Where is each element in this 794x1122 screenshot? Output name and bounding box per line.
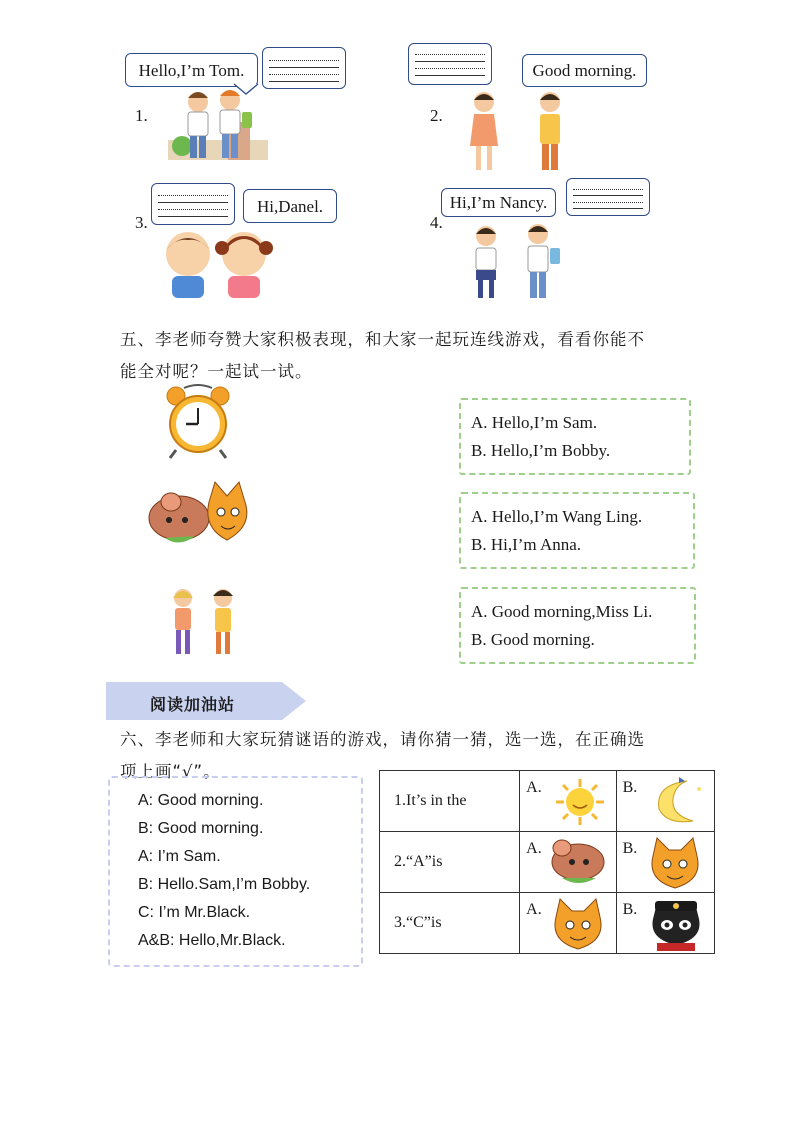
option-b-cell[interactable] [616,832,714,893]
two-girls-illustration [466,88,576,174]
clock-icon[interactable] [162,384,234,460]
question-cell [380,832,520,893]
bubble-2-label: Good morning. [532,61,637,80]
table-row [380,771,715,832]
option-1a[interactable]: A. Hello,I’m Sam. [471,413,598,432]
bubble-1-tail [232,82,272,98]
option-a-label: A. [526,901,542,918]
option-group-2 [459,492,695,569]
option-3a[interactable]: A. Good morning,Miss Li. [471,602,653,621]
dialog-line-2: B: Good morning. [138,820,264,837]
mouse-icon [548,838,612,888]
option-b-label: B. [622,901,638,918]
cat-icon [550,897,606,951]
dialog-line-6: A&B: Hello,Mr.Black. [138,932,286,949]
option-a-cell[interactable] [520,771,616,832]
option-2a[interactable]: A. Hello,I’m Wang Ling. [471,507,643,526]
bubble-3-label: Hi,Danel. [256,196,324,216]
bubble-3-blank[interactable] [151,183,235,225]
riddle-table [379,770,715,954]
option-b-label: B. [622,779,638,796]
option-3b[interactable]: B. Good morning. [471,630,595,649]
option-a-label: A. [526,840,542,857]
item-2-number: 2. [430,106,443,125]
dialog-line-4: B: Hello.Sam,I’m Bobby. [138,876,311,893]
question-3: 3.“C”is [394,914,442,931]
question-2: 2.“A”is [394,853,443,870]
question-1: 1.It’s in the [394,792,467,809]
moon-icon [647,775,709,827]
option-2b[interactable]: B. Hi,I’m Anna. [471,535,582,554]
option-b-cell[interactable] [616,771,714,832]
item-3-number: 3. [135,213,148,232]
cat-icon [647,836,703,890]
bubble-1-label: Hello,I’m Tom. [138,60,245,80]
table-row [380,893,715,954]
dialog-line-1: A: Good morning. [138,792,264,809]
item-4-number: 4. [430,213,443,232]
reading-banner-label: 阅读加油站 [150,695,236,714]
two-girls-icon[interactable] [167,586,241,658]
black-cat-sheriff-icon [645,897,707,951]
boy-and-girl-students-illustration [462,222,566,300]
option-b-cell[interactable] [616,893,714,954]
dialog-line-3: A: I’m Sam. [138,848,221,865]
bubble-1-blank[interactable] [262,47,346,89]
table-row [380,832,715,893]
bubble-3-text [243,189,337,223]
section5-instruction-line2: 能全对呢？一起试一试。 [120,362,313,381]
question-cell [380,771,520,832]
option-group-3 [459,587,696,664]
option-a-label: A. [526,779,542,796]
option-b-label: B. [622,840,638,857]
section5-instruction-line1: 五、李老师夸赞大家积极表现，和大家一起玩连线游戏，看看你能不 [120,330,645,349]
option-1b[interactable]: B. Hello,I’m Bobby. [471,441,611,460]
section6-instruction-line2: 项上画“√”。 [120,762,221,781]
option-group-1 [459,398,691,475]
dialog-box [108,776,363,967]
dialog-line-5: C: I’m Mr.Black. [138,904,251,921]
bubble-4-blank[interactable] [566,178,650,216]
option-a-cell[interactable] [520,832,616,893]
sun-icon [550,777,610,827]
bubble-2-text [522,54,647,87]
mouse-and-cat-icon[interactable] [145,478,259,550]
section6-instruction-line1: 六、李老师和大家玩猜谜语的游戏，请你猜一猜，选一选，在正确选 [120,730,645,749]
boy-and-girl-heads-illustration [160,226,276,298]
bubble-2-blank[interactable] [408,43,492,85]
bubble-4-text [441,188,556,217]
item-1-number: 1. [135,106,148,125]
question-cell [380,893,520,954]
bubble-4-label: Hi,I’m Nancy. [449,193,548,212]
option-a-cell[interactable] [520,893,616,954]
